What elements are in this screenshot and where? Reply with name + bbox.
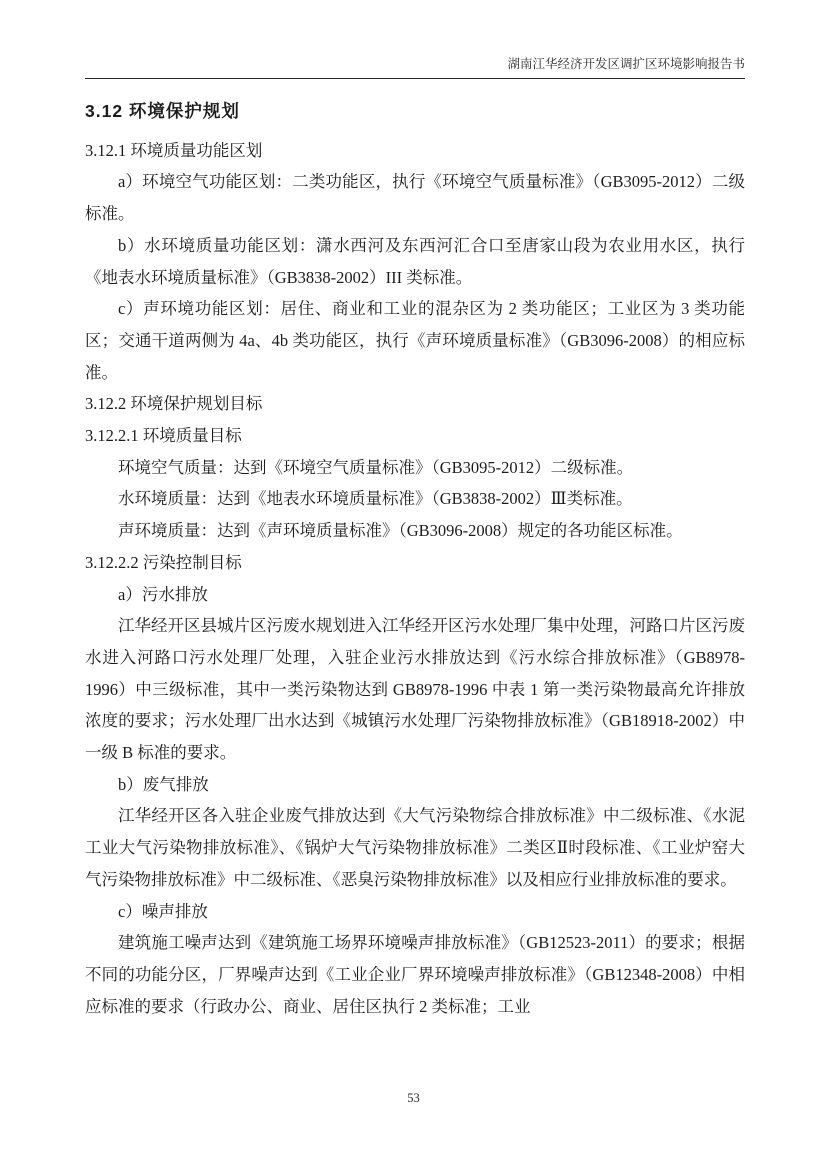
paragraph-noise-detail: 建筑施工噪声达到《建筑施工场界环境噪声排放标准》（GB12523-2011）的要求；根据不同的功能分区，厂界噪声达到《工业企业厂界环境噪声排放标准》（GB12348-2008）中相应标准的要求（行政办公、商业、居住区执行 2 类标准；工业 <box>85 933 745 1016</box>
section-heading-3-12-1: 3.12.1 环境质量功能区划 <box>85 140 263 160</box>
header-title: 湖南江华经济开发区调扩区环境影响报告书 <box>507 57 745 71</box>
page-number: 53 <box>407 1091 420 1105</box>
paragraph-exhaust-detail: 江华经开区各入驻企业废气排放达到《大气污染物综合排放标准》中二级标准、《水泥工业大气污染物排放标准》、《锅炉大气污染物排放标准》二类区Ⅱ时段标准、《工业炉窑大气污染物排放标准》中二级标准、《恶臭污染物排放标准》以及相应行业排放标准的要求。 <box>85 806 745 889</box>
paragraph-exhaust-label: b）废气排放 <box>118 774 209 794</box>
paragraph-sewage-detail: 江华经开区县城片区污废水规划进入江华经开区污水处理厂集中处理，河路口片区污废水进入河路口污水处理厂处理，入驻企业污水排放达到《污水综合排放标准》（GB8978-1996）中三级标准，其中一类污染物达到 GB8978-1996 中表 1 第一类污染物最高允许排放浓度的要求；污水处理厂出水达到《城镇污水处理厂污染物排放标准》（GB18918-2002）中一级 B 标准的要求。 <box>85 616 745 763</box>
paragraph-air-quality-goal: 环境空气质量：达到《环境空气质量标准》（GB3095-2012）二级标准。 <box>118 457 634 477</box>
section-heading-3-12-2-1: 3.12.2.1 环境质量目标 <box>85 426 242 446</box>
paragraph-air-function-zone: a）环境空气功能区划：二类功能区，执行《环境空气质量标准》（GB3095-2012）二级标准。 <box>85 172 745 224</box>
paragraph-noise-function-zone: c）声环境功能区划：居住、商业和工业的混杂区为 2 类功能区；工业区为 3 类功能区；交通干道两侧为 4a、4b 类功能区，执行《声环境质量标准》（GB3096-2008）的相应标准。 <box>85 299 745 382</box>
section-heading-3-12-2: 3.12.2 环境保护规划目标 <box>85 394 263 414</box>
page-header <box>85 57 745 79</box>
paragraph-water-quality-goal: 水环境质量：达到《地表水环境质量标准》（GB3838-2002）Ⅲ类标准。 <box>118 489 633 509</box>
document-body <box>85 96 745 1022</box>
page-footer <box>0 1091 827 1106</box>
paragraph-noise-quality-goal: 声环境质量：达到《声环境质量标准》（GB3096-2008）规定的各功能区标准。 <box>118 521 683 541</box>
section-heading-3-12-2-2: 3.12.2.2 污染控制目标 <box>85 552 242 572</box>
paragraph-water-function-zone: b）水环境质量功能区划：潇水西河及东西河汇合口至唐家山段为农业用水区，执行《地表水环境质量标准》（GB3838-2002）III 类标准。 <box>85 235 745 287</box>
section-heading-3-12: 3.12 环境保护规划 <box>85 101 240 121</box>
paragraph-noise-label: c）噪声排放 <box>118 901 208 921</box>
paragraph-sewage-label: a）污水排放 <box>118 584 208 604</box>
